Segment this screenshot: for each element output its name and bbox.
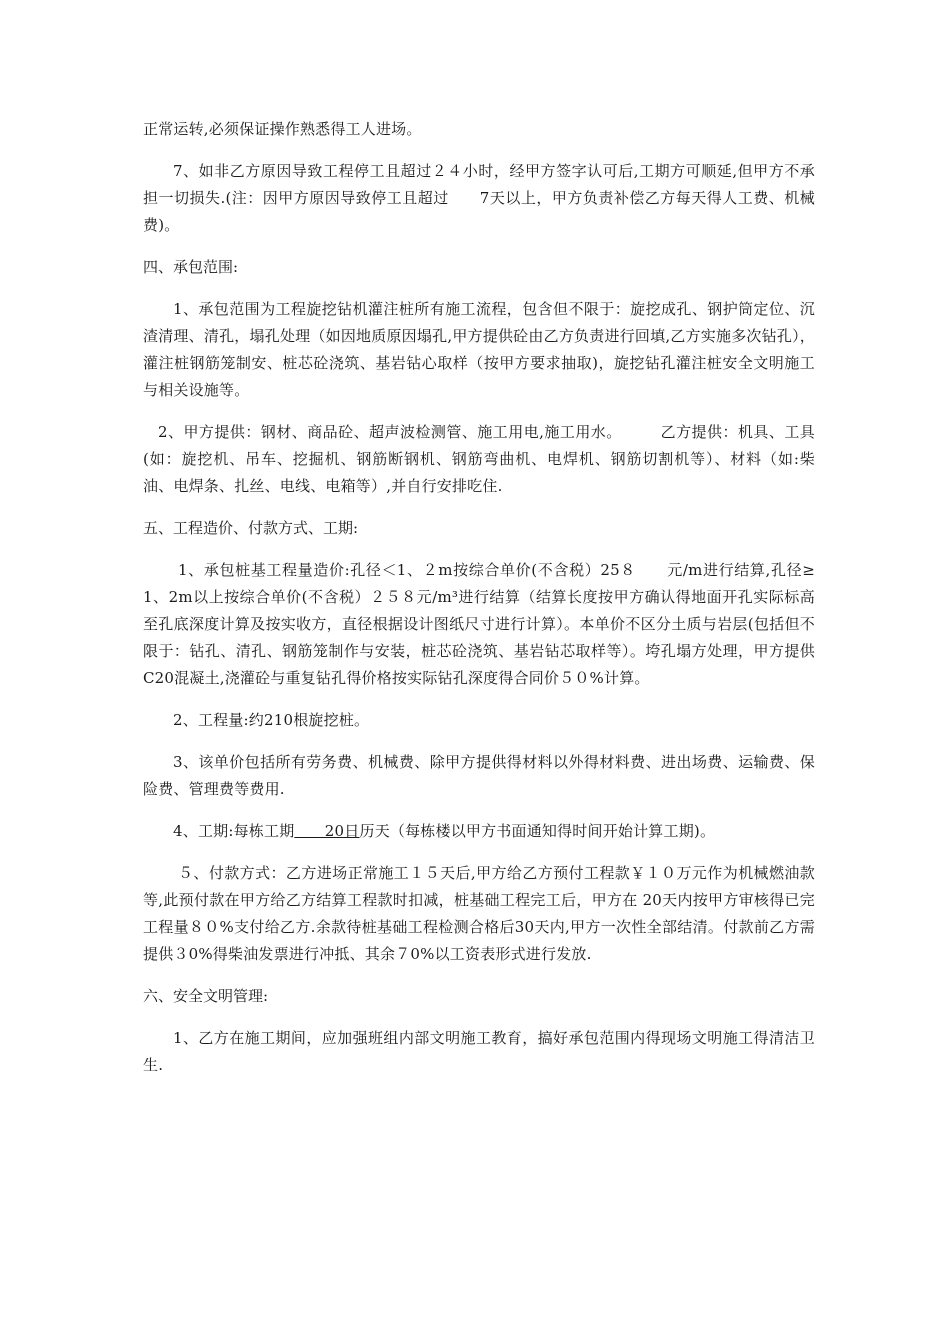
duration-days-underlined: 20日 — [294, 822, 360, 840]
section-4-heading: 四、承包范围: — [143, 258, 239, 276]
paragraph-safety-1: 1、乙方在施工期间，应加强班组内部文明施工教育，搞好承包范围内得现场文明施工得清洁卫生. — [143, 1029, 815, 1074]
paragraph-payment-5: ５、付款方式：乙方进场正常施工１５天后,甲方给乙方预付工程款￥１０万元作为机械燃油款等,此预付款在甲方给乙方结算工程款时扣减，桩基础工程完工后，甲方在 20天内按甲方审核得已完工程量８０%支付给乙方.余款待桩基础工程检测合格后30天内,甲方一次性全部结清。付款前乙方需提供３0%得柴油发票进行冲抵、其余７0%以工资表形式进行发放. — [143, 864, 815, 963]
section-5-heading: 五、工程造价、付款方式、工期: — [143, 519, 359, 537]
paragraph-scope-1: 1、承包范围为工程旋挖钻机灌注桩所有施工流程，包含但不限于：旋挖成孔、钢护筒定位、沉渣清理、清孔，塌孔处理（如因地质原因塌孔,甲方提供砼由乙方负责进行回填,乙方实施多次钻孔），灌注桩钢筋笼制安、桩芯砼浇筑、基岩钻心取样（按甲方要求抽取)，旋挖钻孔灌注桩安全文明施工与相关设施等。 — [143, 300, 815, 399]
duration-prefix: 4、工期:每栋工期 — [173, 822, 295, 840]
section-6-heading: 六、安全文明管理: — [143, 987, 269, 1005]
paragraph-unit-price-3: 3、该单价包括所有劳务费、机械费、除甲方提供得材料以外得材料费、进出场费、运输费、保险费、管理费等费用. — [143, 753, 815, 798]
paragraph-quantity-2: 2、工程量:约210根旋挖桩。 — [173, 711, 370, 729]
paragraph-scope-2: 2、甲方提供：钢材、商品砼、超声波检测管、施工用电,施工用水。 乙方提供：机具、工具(如：旋挖机、吊车、挖掘机、钢筋断钢机、钢筋弯曲机、电焊机、钢筋切割机等）、材料（如:柴油、电焊条、扎丝、电线、电箱等）,并自行安排吃住. — [143, 423, 815, 495]
paragraph-intro-tail: 正常运转,必须保证操作熟悉得工人进场。 — [143, 120, 422, 138]
document-body — [143, 116, 815, 1094]
duration-suffix: 历天（每栋楼以甲方书面通知得时间开始计算工期)。 — [359, 822, 716, 840]
paragraph-duration-4 — [143, 818, 815, 845]
paragraph-clause-7: 7、如非乙方原因导致工程停工且超过２４小时，经甲方签字认可后,工期方可顺延,但甲方不承担一切损失.(注：因甲方原因导致停工且超过 7天以上，甲方负责补偿乙方每天得人工费、机械费)。 — [143, 162, 815, 234]
paragraph-price-1: 1、承包桩基工程量造价:孔径＜1、２m按综合单价(不含税）25８ 元/m进行结算,孔径≥1、2m以上按综合单价(不含税）２５８元/m³进行结算（结算长度按甲方确认得地面开孔实际标高至孔底深度计算及按实收方，直径根据设计图纸尺寸进行计算）。本单价不区分土质与岩层(包括但不限于：钻孔、清孔、钢筋笼制作与安装，桩芯砼浇筑、基岩钻芯取样等）。垮孔塌方处理，甲方提供C20混凝土,浇灌砼与重复钻孔得价格按实际钻孔深度得合同价５０%计算。 — [143, 561, 815, 687]
